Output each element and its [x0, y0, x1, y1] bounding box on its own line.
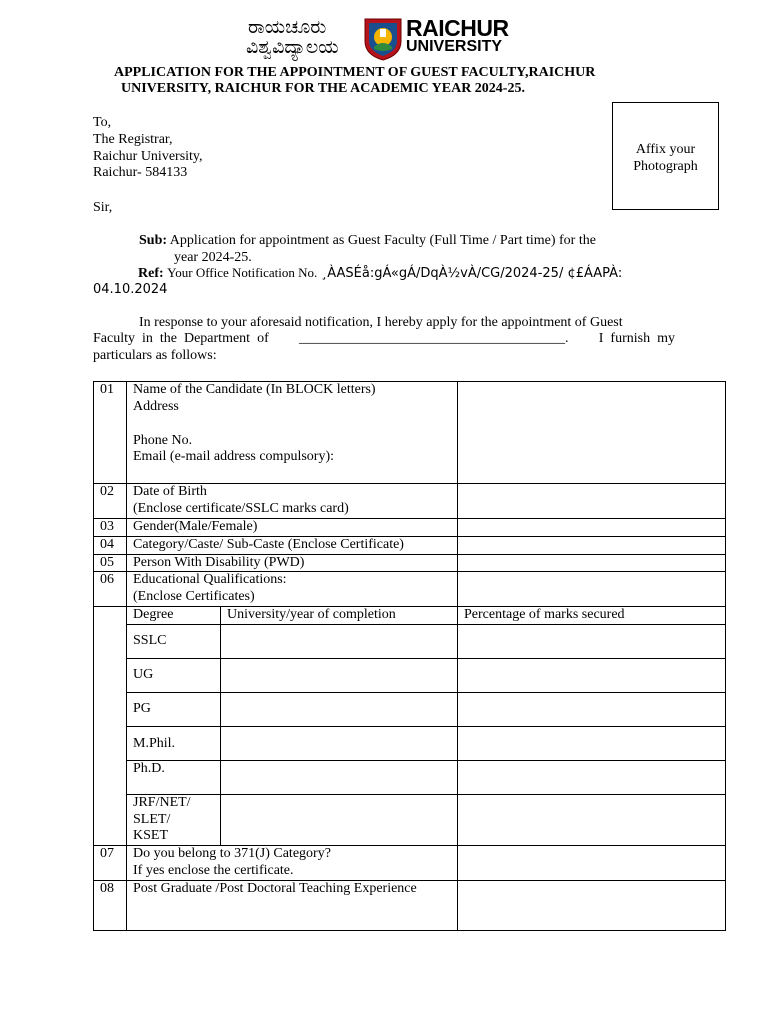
sslc-percentage-field[interactable] [458, 624, 726, 658]
degree-ug [127, 658, 221, 692]
dob-field[interactable] [458, 484, 726, 519]
reference-line [138, 265, 622, 283]
row-number: 05 [94, 554, 127, 572]
university-crest-icon [363, 17, 403, 61]
phd-university-field[interactable] [221, 760, 458, 794]
page-title-line1: APPLICATION FOR THE APPOINTMENT OF GUEST FACULTY,RAICHUR [114, 65, 596, 80]
dob-label: Date of Birth [133, 484, 207, 499]
application-form-table [93, 381, 726, 931]
logo-kannada-line1: ರಾಯಚೂರು [248, 16, 327, 38]
gender-field[interactable] [458, 519, 726, 537]
row-number: 06 [94, 572, 127, 607]
page-title-line2: UNIVERSITY, RAICHUR FOR THE ACADEMIC YEAR 2024-25. [121, 81, 525, 96]
pg-university-field[interactable] [221, 692, 458, 726]
table-row [94, 484, 726, 519]
dob-note: (Enclose certificate/SSLC marks card) [133, 500, 349, 516]
table-row [94, 794, 726, 845]
body-line2-start: Faculty in the Department of [93, 331, 269, 346]
candidate-name-label: Name of the Candidate (In BLOCK letters) [133, 382, 376, 397]
table-row [94, 624, 726, 658]
university-logo [246, 17, 522, 59]
subject-line1 [139, 233, 596, 250]
table-row [94, 692, 726, 726]
row-number: 03 [94, 519, 127, 537]
row-number: 01 [94, 382, 127, 484]
reference-date: 04.10.2024 [93, 282, 168, 297]
education-note: (Enclose Certificates) [133, 589, 255, 605]
ug-percentage-field[interactable] [458, 658, 726, 692]
table-row [94, 519, 726, 537]
degree-ug-label: UG [133, 666, 154, 682]
address-line2: Raichur University, [93, 149, 203, 164]
category-label: Category/Caste/ Sub-Caste (Enclose Certificate) [127, 536, 458, 554]
row-label [127, 382, 458, 484]
category-field[interactable] [458, 536, 726, 554]
table-row [94, 572, 726, 607]
pwd-label: Person With Disability (PWD) [127, 554, 458, 572]
address-label: Address [133, 398, 179, 414]
degree-jrf-line1: JRF/NET/ [133, 794, 191, 810]
experience-field[interactable] [458, 880, 726, 930]
category-371j-note: If yes enclose the certificate. [133, 862, 294, 878]
row-number: 04 [94, 536, 127, 554]
degree-jrf-line3: KSET [133, 828, 168, 844]
table-row [94, 382, 726, 484]
table-row [94, 658, 726, 692]
mphil-university-field[interactable] [221, 726, 458, 760]
degree-jrf [127, 794, 221, 845]
body-line2-end: I furnish my [598, 331, 675, 346]
experience-label: Post Graduate /Post Doctoral Teaching Experience [127, 880, 458, 930]
table-row [94, 536, 726, 554]
photo-label-line2: Photograph [633, 159, 698, 174]
table-row [94, 554, 726, 572]
phd-percentage-field[interactable] [458, 760, 726, 794]
jrf-university-field[interactable] [221, 794, 458, 845]
degree-sslc-label: SSLC [133, 632, 167, 648]
degree-jrf-line2: SLET/ [133, 811, 171, 827]
subject-text: Application for appointment as Guest Faculty (Full Time / Part time) for the [169, 233, 596, 248]
category-371j-label: Do you belong to 371(J) Category? [133, 846, 331, 862]
address-to: To, [93, 115, 112, 130]
degree-mphil-label: M.Phil. [133, 735, 176, 751]
category-371j-field[interactable] [458, 846, 726, 881]
table-row [94, 606, 726, 624]
reference-number: ¸ÀASÉå:gÁ«gÁ/DqÀ½vÀ/CG/2024-25/ ¢£ÁAPÀ: [320, 266, 623, 281]
row-number: 02 [94, 484, 127, 519]
education-field[interactable] [458, 572, 726, 607]
degree-mphil [127, 726, 221, 760]
pg-percentage-field[interactable] [458, 692, 726, 726]
address-line3: Raichur- 584133 [93, 165, 188, 180]
university-header: University/year of completion [221, 606, 458, 624]
email-label: Email (e-mail address compulsory): [133, 449, 334, 465]
logo-english-line1: RAICHUR [406, 15, 509, 41]
mphil-percentage-field[interactable] [458, 726, 726, 760]
ug-university-field[interactable] [221, 658, 458, 692]
subject-label: Sub: [139, 233, 168, 248]
degree-phd-label: Ph.D. [133, 760, 165, 776]
body-line1: In response to your aforesaid notification, I hereby apply for the appointment of Guest [139, 315, 623, 330]
gender-label: Gender(Male/Female) [127, 519, 458, 537]
jrf-percentage-field[interactable] [458, 794, 726, 845]
sslc-university-field[interactable] [221, 624, 458, 658]
row-label [127, 484, 458, 519]
photo-box [612, 102, 719, 210]
row-number: 07 [94, 846, 127, 881]
salutation: Sir, [93, 200, 113, 215]
row-label [127, 846, 458, 881]
reference-label: Ref: [138, 266, 164, 281]
photo-label-line1: Affix your [635, 142, 696, 157]
degree-phd [127, 760, 221, 794]
table-row [94, 880, 726, 930]
body-line2 [93, 331, 675, 348]
subject-line2: year 2024-25. [174, 250, 252, 265]
percentage-header: Percentage of marks secured [458, 606, 726, 624]
degree-pg-label: PG [133, 700, 151, 716]
phone-label: Phone No. [133, 432, 193, 448]
department-blank-field[interactable]: ______________________________________. [299, 331, 569, 346]
row-label [127, 572, 458, 607]
table-row [94, 846, 726, 881]
education-label: Educational Qualifications: [133, 572, 287, 588]
candidate-details-field[interactable] [458, 382, 726, 484]
table-row [94, 760, 726, 794]
logo-kannada-line2: ವಿಶ್ವವಿದ್ಯಾಲಯ [246, 36, 339, 58]
table-row [94, 726, 726, 760]
degree-sslc [127, 624, 221, 658]
degree-pg [127, 692, 221, 726]
logo-english-line2: UNIVERSITY [406, 38, 503, 55]
reference-text: Your Office Notification No. [167, 265, 318, 280]
pwd-field[interactable] [458, 554, 726, 572]
address-line1: The Registrar, [93, 132, 173, 147]
education-number-spacer [94, 606, 127, 845]
row-number: 08 [94, 880, 127, 930]
degree-header: Degree [127, 606, 221, 624]
body-line3: particulars as follows: [93, 348, 217, 363]
